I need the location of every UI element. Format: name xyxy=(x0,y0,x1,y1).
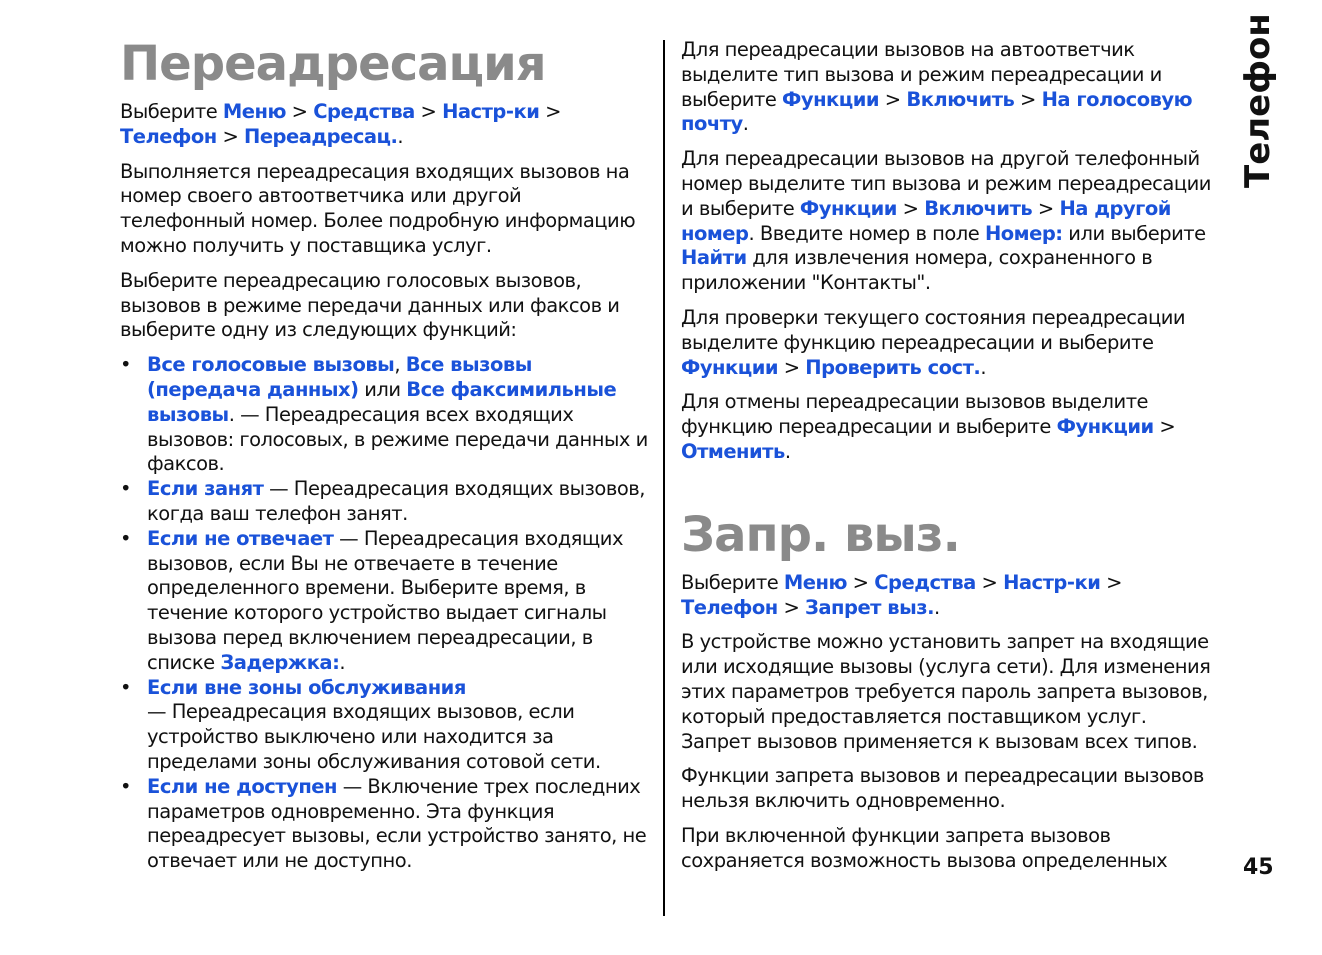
nav-link-tools[interactable]: Средства xyxy=(313,100,415,123)
link-number-field[interactable]: Номер: xyxy=(984,221,1063,245)
option-if-not-available[interactable]: Если не доступен xyxy=(147,774,337,798)
link-to-other-number[interactable]: На другой номер xyxy=(681,196,1171,245)
link-cancel[interactable]: Отменить xyxy=(681,439,785,463)
paragraph-divert-voicemail: Для переадресации вызовов на автоответчик выделите тип вызова и режим переадресации и выберите Функции > Включить > На голосовую почту. xyxy=(681,38,1193,136)
divert-options-list xyxy=(120,353,650,874)
option-all-fax-calls[interactable]: Все факсимильные вызовы xyxy=(147,377,617,426)
page-number: 45 xyxy=(1243,855,1274,880)
option-if-out-of-reach[interactable]: Если вне зоны обслуживания xyxy=(147,675,466,699)
option-all-data-calls[interactable]: Все вызовы (передача данных) xyxy=(147,353,532,401)
right-column xyxy=(681,38,1211,884)
nav-link-settings[interactable]: Настр-ки xyxy=(442,100,540,123)
nav-path-barring: Выберите Меню > Средства > Настр-ки > Телефон > Запрет выз.. xyxy=(681,570,1122,619)
nav-link-menu[interactable]: Меню xyxy=(222,100,286,123)
nav-link-settings[interactable]: Настр-ки xyxy=(1003,570,1101,594)
nav-path-divert: Выберите Меню > Средства > Настр-ки > Телефон > Переадресац.. xyxy=(120,100,561,148)
column-divider xyxy=(663,40,665,916)
paragraph-divert-other-number: Для переадресации вызовов на другой телефонный номер выделите тип вызова и режим переадресации и выберите Функции > Включить > На другой номер. Введите номер в поле Номер: или выберите Найти для извлечения номера, сохраненного в приложении "Контакты". xyxy=(681,147,1211,295)
list-item: • Если не отвечает — Переадресация входящих вызовов, если Вы не отвечаете в течение определенного времени. Выберите время, в течение которого устройство выдает сигналы вызова перед включением переадресации, в списке Задержка:. xyxy=(120,526,623,674)
link-find[interactable]: Найти xyxy=(681,246,747,270)
link-options[interactable]: Функции xyxy=(782,87,880,111)
link-to-voice-mailbox[interactable]: На голосовую почту xyxy=(681,87,1193,136)
left-column xyxy=(120,32,650,874)
nav-link-call-barring[interactable]: Запрет выз. xyxy=(805,595,934,619)
paragraph-divert-intro: Выполняется переадресация входящих вызовов на номер своего автоответчика или другой телефонный номер. Более подробную информацию можно получить у поставщика услуг. xyxy=(120,159,636,257)
chapter-title-vertical: Телефон xyxy=(1238,13,1278,188)
section-title-call-barring: Запр. выз. xyxy=(681,506,960,563)
nav-link-menu[interactable]: Меню xyxy=(783,570,847,594)
link-check-status[interactable]: Проверить сост. xyxy=(805,355,981,379)
option-if-busy[interactable]: Если занят xyxy=(147,477,264,501)
paragraph-barring-emergency: При включенной функции запрета вызовов сохраняется возможность вызова определенных xyxy=(681,823,1168,872)
nav-link-phone[interactable]: Телефон xyxy=(681,595,778,619)
link-options[interactable]: Функции xyxy=(681,355,779,379)
paragraph-check-status: Для проверки текущего состояния переадресации выделите функцию переадресации и выберите Функции > Проверить сост.. xyxy=(681,305,1186,379)
paragraph-barring-conflict: Функции запрета вызовов и переадресации вызовов нельзя включить одновременно. xyxy=(681,764,1204,813)
paragraph-divert-choose: Выберите переадресацию голосовых вызовов, вызовов в режиме передачи данных или факсов и выберите одну из следующих функций: xyxy=(120,268,620,342)
option-all-voice-calls[interactable]: Все голосовые вызовы xyxy=(147,353,395,377)
paragraph-cancel-divert: Для отмены переадресации вызовов выделите функцию переадресации и выберите Функции > Отменить. xyxy=(681,390,1176,463)
option-if-not-answered[interactable]: Если не отвечает xyxy=(147,526,334,550)
link-options[interactable]: Функции xyxy=(1056,415,1154,439)
link-activate[interactable]: Включить xyxy=(924,196,1033,220)
nav-link-tools[interactable]: Средства xyxy=(874,570,976,594)
link-activate[interactable]: Включить xyxy=(906,87,1015,111)
nav-link-call-divert[interactable]: Переадресац. xyxy=(244,124,398,148)
link-options[interactable]: Функции xyxy=(799,196,897,220)
list-item: • Если не доступен — Включение трех последних параметров одновременно. Эта функция переадресует вызовы, если устройство занято, не отвечает или не доступно. xyxy=(120,774,647,873)
list-item: • Если занят — Переадресация входящих вызовов, когда ваш телефон занят. xyxy=(120,477,645,525)
nav-link-phone[interactable]: Телефон xyxy=(120,124,217,148)
list-item: • Если вне зоны обслуживания — Переадресация входящих вызовов, если устройство выключено или находится за пределами зоны обслуживания сотовой сети. xyxy=(120,675,601,773)
option-delay[interactable]: Задержка: xyxy=(220,650,340,674)
section-title-call-divert: Переадресация xyxy=(120,36,546,92)
list-item: • Все голосовые вызовы, Все вызовы (передача данных) или Все факсимильные вызовы. — Переадресация всех входящих вызовов: голосовых, в режиме передачи данных и факсов. xyxy=(120,353,648,476)
paragraph-barring-intro: В устройстве можно установить запрет на входящие или исходящие вызовы (услуга сети). Для изменения этих параметров требуется пароль запрета вызовов, который предоставляется поставщиком услуг. Запрет вызовов применяется к вызовам всех типов. xyxy=(681,630,1211,753)
